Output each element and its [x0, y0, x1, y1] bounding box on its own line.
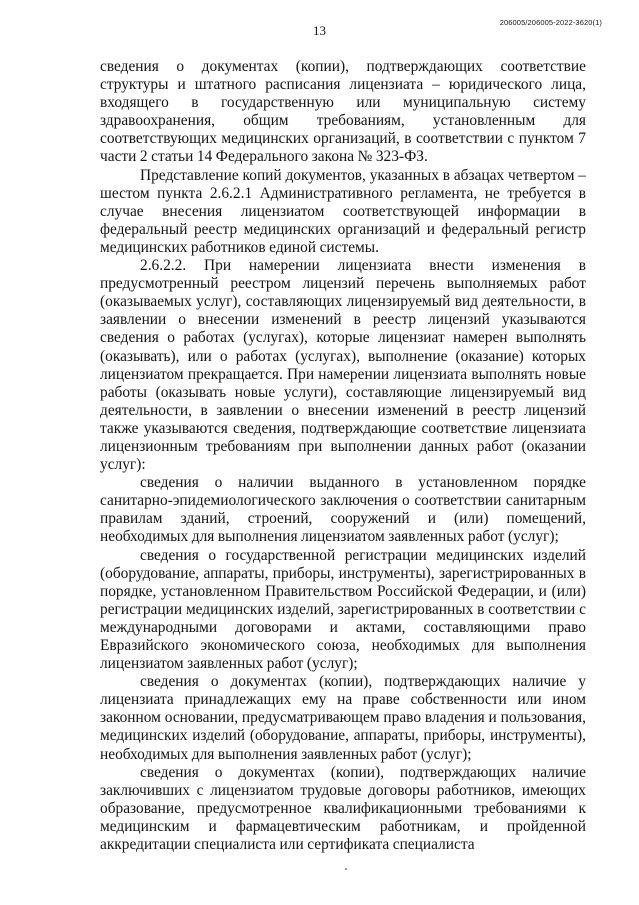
paragraph-2-6-2-2: 2.6.2.2. При намерении лицензиата внести изменения в предусмотренный реестром лицензий перечень выполняемых работ (оказываемых услуг), составляющих лицензируемый вид деятельности, в заявлении о внесении изменений в реестр лицензий указываются сведения о работах (услугах), которые лицензиат намерен выполнять (оказывать), или о работах (услугах), выполнение (оказание) которых лицензиатом прекращается. При намерении лицензиата выполнять новые работы (оказывать новые услуги), составляющие лицензируемый вид деятельности, в заявлении о внесении изменений в реестр лицензий также указываются сведения, подтверждающие соответствие лицензиата лицензионным требованиям при выполнении данных работ (оказании услуг): [100, 257, 586, 474]
paragraph-structure-info: сведения о документах (копии), подтверждающих соответствие структуры и штатного расписания лицензиата – юридического лица, входящего в государственную или муниципальную систему здравоохранения, общим требованиям, установленным для соответствующих медицинских организаций, в соответствии с пунктом 7 части 2 статьи 14 Федерального закона № 323-ФЗ. [100, 58, 586, 166]
document-body [100, 58, 586, 854]
paragraph-employees: сведения о документах (копии), подтверждающих наличие заключивших с лицензиатом трудовые договоры работников, имеющих образование, предусмотренное квалификационными требованиями к медицинским и фармацевтическим работникам, и пройденной аккредитации специалиста или сертификата специалиста [100, 763, 586, 854]
paragraph-copies-not-required: Представление копий документов, указанных в абзацах четвертом – шестом пункта 2.6.2.1 Административного регламента, не требуется в случае внесения лицензиатом соответствующей информации в федеральный реестр медицинских организаций и федеральный регистр медицинских работников единой системы. [100, 166, 586, 256]
paragraph-sanitary-conclusion: сведения о наличии выданного в установленном порядке санитарно-эпидемиологического заключения о соответствии санитарным правилам зданий, строений, сооружений и (или) помещений, необходимых для выполнения лицензиатом заявленных работ (услуг); [100, 474, 586, 546]
paragraph-device-ownership: сведения о документах (копии), подтверждающих наличие у лицензиата принадлежащих ему на праве собственности или ином законном основании, предусматривающем право владения и пользования, медицинских изделий (оборудование, аппараты, приборы, инструменты), необходимых для выполнения заявленных работ (услуг); [100, 673, 586, 763]
document-code: 206005/206005-2022-3620(1) [499, 18, 602, 27]
paragraph-device-registration: сведения о государственной регистрации медицинских изделий (оборудование, аппараты, приборы, инструменты), зарегистрированных в порядке, установленном Правительством Российской Федерации, и (или) регистрации медицинских изделий, зарегистрированных в соответствии с международными договорами и актами, составляющими право Евразийского экономического союза, необходимых для выполнения лицензиатом заявленных работ (услуг); [100, 546, 586, 673]
page-number: 13 [313, 23, 326, 38]
scan-speck [345, 868, 347, 870]
